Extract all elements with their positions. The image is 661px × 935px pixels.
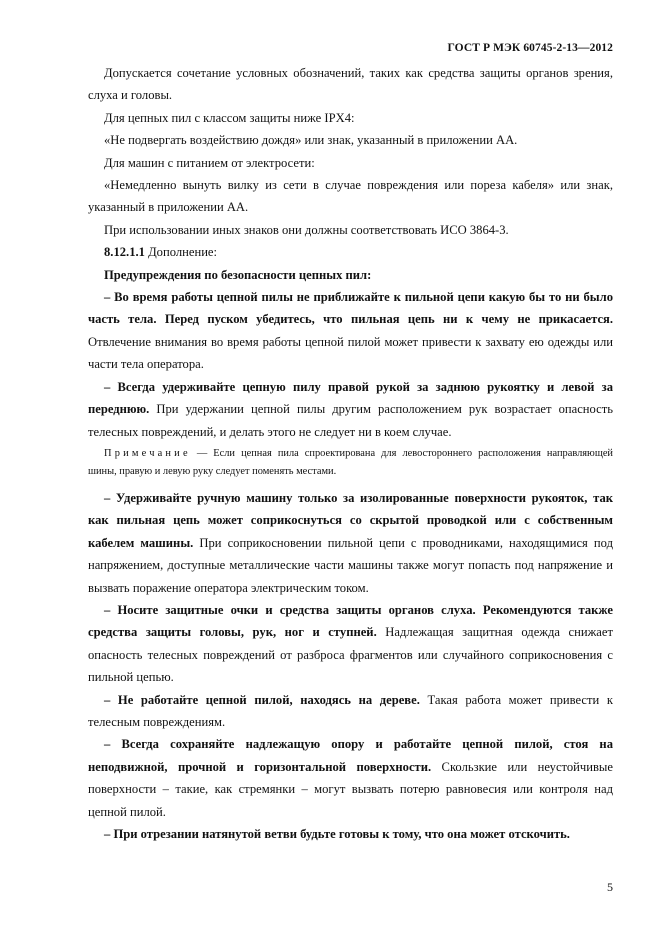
warning-bold: – Всегда сохраняйте надлежащую опору и работайте цепной пилой, стоя на неподвижной, прочной и горизонтальной поверхности. (88, 737, 613, 774)
warning-text: Отвлечение внимания во время работы цепной пилой может привести к захвату ею одежды или части тела оператора. (88, 334, 613, 372)
warning-text: Скользкие или неустойчивые поверхности – такие, как стремянки – могут вызвать потерю равновесия или контроля над цепной пилой. (88, 759, 613, 819)
warning-bold: – Всегда удерживайте цепную пилу правой рукой за заднюю рукоятку и левой за переднюю. (88, 379, 613, 417)
paragraph: «Не подвергать воздействию дождя» или знак, указанный в приложении АА. (104, 133, 518, 148)
warning-text: При удержании цепной пилы другим расположением рук возрастает опасность телесных повреждений, и делать этого не следует ни в коем случае. (88, 402, 613, 439)
note-paragraph (88, 445, 613, 481)
warning-bold: – Не работайте цепной пилой, находясь на дереве. (104, 692, 420, 707)
clause-paragraph (88, 241, 613, 263)
warning-paragraph (88, 689, 613, 734)
note-label: Примечание (104, 447, 191, 459)
warning-bold: – Во время работы цепной пилы не приближайте к пильной цепи какую бы то ни было часть тела. Перед пуском убедитесь, что пильная цепь ни к чему не прикасается. (88, 290, 613, 327)
clause-text: Дополнение: (144, 245, 218, 260)
section-title-paragraph (88, 264, 613, 286)
note-text: — Если цепная пила спроектирована для левостороннего расположения направляющей шины, правую и левую руку следует поменять местами. (88, 447, 613, 477)
paragraph: Для цепных пил с классом защиты ниже IPX4: (104, 110, 355, 125)
page-number: 5 (607, 880, 613, 894)
warning-bold: – При отрезании натянутой ветви будьте готовы к тому, что она может отскочить. (104, 827, 570, 841)
document-body (88, 62, 613, 845)
paragraph: Допускается сочетание условных обозначений, таких как средства защиты органов зрения, слуха и головы. (88, 66, 613, 103)
paragraph: Для машин с питанием от электросети: (104, 155, 315, 170)
warning-paragraph (88, 487, 613, 599)
warning-paragraph (88, 733, 613, 823)
warning-bold: – Носите защитные очки и средства защиты органов слуха. Рекомендуются также средства защиты головы, рук, ног и ступней. (88, 602, 613, 640)
warning-paragraph (88, 599, 613, 689)
document-header: ГОСТ Р МЭК 60745-2-13—2012 (447, 42, 613, 54)
warning-bold: – Удерживайте ручную машину только за изолированные поверхности рукояток, так как пильная цепь может соприкоснуться со скрытой проводкой или с собственным кабелем машины. (88, 490, 613, 550)
warning-paragraph (88, 376, 613, 443)
clause-number: 8.12.1.1 (104, 245, 145, 260)
paragraph: «Немедленно вынуть вилку из сети в случае повреждения или пореза кабеля» или знак, указанный в приложении АА. (88, 178, 613, 215)
warning-paragraph (88, 286, 613, 376)
section-title: Предупреждения по безопасности цепных пил: (104, 267, 372, 282)
warning-paragraph (88, 823, 613, 845)
warning-text: При соприкосновении пильной цепи с проводниками, находящимися под напряжением, доступные металлические части машины также могут попасть под напряжение и вызвать поражение оператора электрическим током. (88, 535, 613, 595)
paragraph: При использовании иных знаков они должны соответствовать ИСО 3864-3. (104, 222, 509, 237)
warning-text: Такая работа может привести к телесным повреждениям. (88, 692, 614, 729)
warning-text: Надлежащая защитная одежда снижает опасность телесных повреждений от разброса фрагментов или случайного соприкосновения с пильной цепью. (88, 625, 613, 685)
